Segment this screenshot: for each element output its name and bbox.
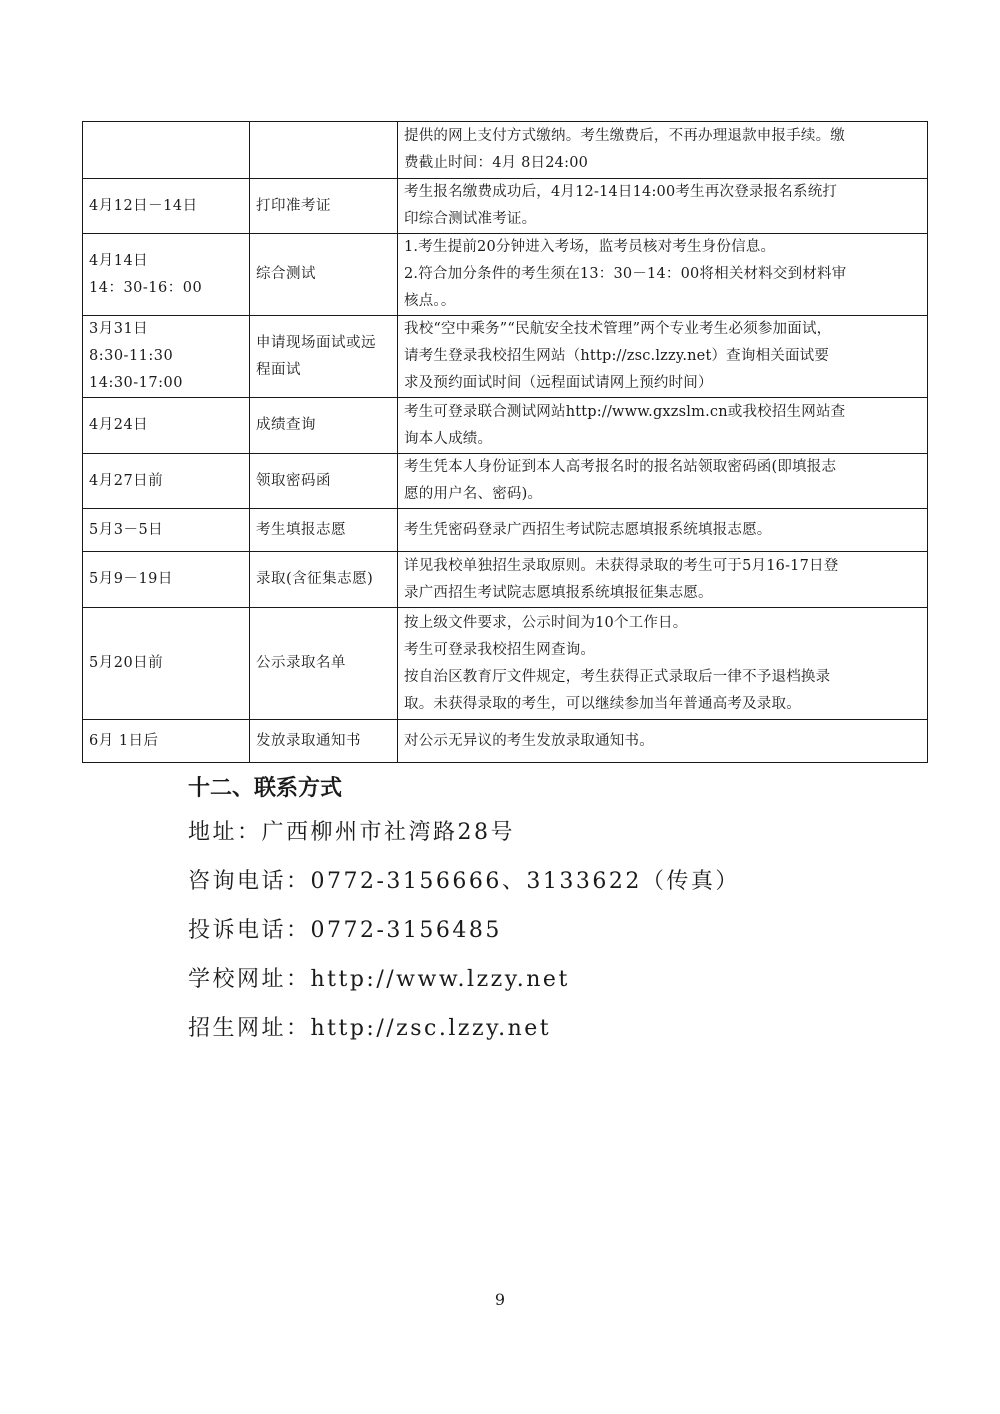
cell-line: 核点。。 [404,293,456,309]
item-cell [250,398,398,454]
cell-line: 考生凭本人身份证到本人高考报名时的报名站领取密码函(即填报志 [404,459,837,475]
item-cell [250,122,398,179]
cell-line: 14：30-16：00 [89,279,203,296]
cell-line: 我校“空中乘务”“民航安全技术管理”两个专业考生必须参加面试， [404,321,832,337]
detail-cell [398,509,928,552]
detail-cell [398,454,928,509]
table-row [83,509,928,552]
table-row [83,179,928,234]
cell-line: 取。未获得录取的考生，可以继续参加当年普通高考及录取。 [404,695,801,712]
detail-cell [398,720,928,763]
item-cell [250,509,398,552]
cell-line: 打印准考证 [256,197,331,214]
cell-line: 对公示无异议的考生发放录取通知书。 [404,732,654,749]
cell-line: 按自治区教育厅文件规定，考生获得正式录取后一律不予退档换录 [404,668,831,685]
cell-line: 录取(含征集志愿) [256,571,374,587]
table-row [83,234,928,316]
school-website-line: 学校网址：http://www.lzzy.net [188,967,570,992]
cell-line: 求及预约面试时间（远程面试请网上预约时间） [404,375,713,391]
cell-line: 14:30-17:00 [89,375,183,391]
cell-line: 申请现场面试或远 [256,334,376,351]
cell-line: 公示录取名单 [256,655,346,671]
admission-website-line: 招生网址：http://zsc.lzzy.net [188,1016,552,1041]
cell-line: 5月3－5日 [89,521,164,538]
cell-line: 发放录取通知书 [256,732,361,749]
address-line: 地址：广西柳州市社湾路28号 [188,820,515,845]
date-cell [83,122,250,179]
cell-line: 领取密码函 [256,472,331,489]
date-cell [83,179,250,234]
table-row [83,608,928,720]
cell-line: 5月20日前 [89,655,164,671]
detail-cell [398,234,928,316]
cell-line: 5月9－19日 [89,571,173,587]
cell-line: 录广西招生考试院志愿填报系统填报征集志愿。 [404,584,713,601]
detail-cell [398,316,928,398]
cell-line: 3月31日 [89,321,149,337]
cell-line: 考生可登录我校招生网查询。 [404,641,596,658]
date-cell [83,552,250,608]
item-cell [250,454,398,509]
cell-line: 4月27日前 [89,472,164,489]
cell-line: 4月14日 [89,252,149,269]
item-cell [250,552,398,608]
detail-cell [398,398,928,454]
admission-schedule-table [82,121,928,763]
cell-line: 请考生登录我校招生网站（http://zsc.lzzy.net）查询相关面试要 [404,348,830,364]
table-row [83,316,928,398]
cell-line: 1.考生提前20分钟进入考场，监考员核对考生身份信息。 [404,239,776,255]
table-row [83,398,928,454]
item-cell [250,608,398,720]
date-cell [83,454,250,509]
date-cell [83,316,250,398]
detail-cell [398,122,928,179]
table-row [83,720,928,763]
date-cell [83,509,250,552]
cell-line: 费截止时间：4月 8日24:00 [404,155,589,171]
schedule-table-body [83,122,928,763]
cell-line: 印综合测试准考证。 [404,211,537,227]
cell-line: 考生填报志愿 [256,521,346,538]
cell-line: 考生凭密码登录广西招生考试院志愿填报系统填报志愿。 [404,521,772,538]
item-cell [250,316,398,398]
detail-cell [398,608,928,720]
cell-line: 考生报名缴费成功后，4月12-14日14:00考生再次登录报名系统打 [404,184,838,200]
cell-line: 成绩查询 [256,417,316,433]
detail-cell [398,179,928,234]
item-cell [250,720,398,763]
cell-line: 8:30-11:30 [89,348,174,364]
item-cell [250,234,398,316]
cell-line: 2.符合加分条件的考生须在13：30－14：00将相关材料交到材料审 [404,266,847,282]
date-cell [83,720,250,763]
complaint-phone-line: 投诉电话：0772-3156485 [188,918,502,943]
cell-line: 询本人成绩。 [404,430,493,447]
cell-line: 按上级文件要求，公示时间为10个工作日。 [404,614,688,631]
detail-cell [398,552,928,608]
cell-line: 提供的网上支付方式缴纳。考生缴费后，不再办理退款申报手续。缴 [404,128,845,144]
cell-line: 详见我校单独招生录取原则。未获得录取的考生可于5月16-17日登 [404,557,839,574]
cell-line: 综合测试 [256,266,316,282]
contact-heading: 十二、联系方式 [188,776,343,801]
table-row [83,552,928,608]
table-row [83,122,928,179]
cell-line: 考生可登录联合测试网站http://www.gxzslm.cn或我校招生网站查 [404,403,846,420]
date-cell [83,608,250,720]
cell-line: 愿的用户名、密码)。 [404,486,543,502]
page-number: 9 [494,1290,506,1309]
date-cell [83,398,250,454]
date-cell [83,234,250,316]
item-cell [250,179,398,234]
table-row [83,454,928,509]
cell-line: 6月 1日后 [89,732,159,749]
contact-section [188,770,948,1053]
cell-line: 程面试 [256,361,301,378]
consult-phone-line: 咨询电话：0772-3156666、3133622（传真） [188,869,740,894]
cell-line: 4月12日－14日 [89,197,198,214]
cell-line: 4月24日 [89,417,149,433]
